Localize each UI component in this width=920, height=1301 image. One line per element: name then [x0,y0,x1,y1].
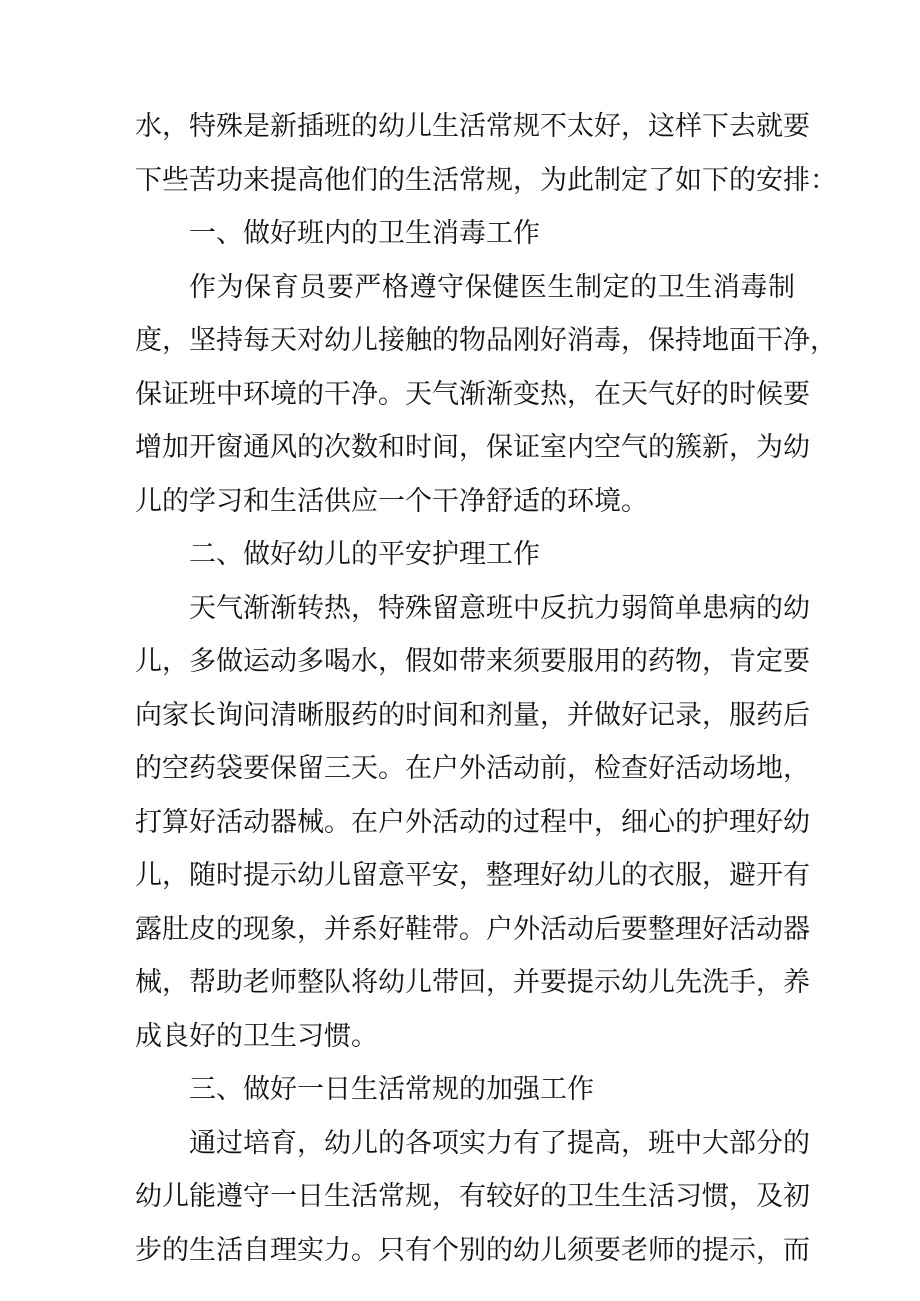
text-line: 作为保育员要严格遵守保健医生制定的卫生消毒制 [189,271,795,303]
text-line: 打算好活动器械。在户外活动的过程中，细心的护理好幼 [135,806,810,838]
document-body [135,100,837,1277]
text-line: 增加开窗通风的次数和时间，保证室内空气的簇新，为幼 [135,432,810,463]
section-heading: 二、做好幼儿的平安护理工作 [189,539,540,570]
text-line: 度，坚持每天对幼儿接触的物品刚好消毒，保持地面干净， [135,325,837,356]
text-line: 儿，随时提示幼儿留意平安，整理好幼儿的衣服，避开有 [135,860,810,891]
text-line: 步的生活自理实力。只有个别的幼儿须要老师的提示，而 [135,1234,810,1266]
text-line: 成良好的卫生习惯。 [135,1020,378,1052]
text-line: 下些苦功来提高他们的生活常规，为此制定了如下的安排： [135,164,837,196]
text-line: 幼儿能遵守一日生活常规，有较好的卫生生活习惯，及初 [135,1181,810,1212]
text-line: 露肚皮的现象，并系好鞋带。户外活动后要整理好活动器 [135,913,810,945]
text-line: 的空药袋要保留三天。在户外活动前，检查好活动场地， [135,753,810,784]
text-line: 械，帮助老师整队将幼儿带回，并要提示幼儿先洗手，养 [135,967,810,998]
text-line: 水，特殊是新插班的幼儿生活常规不太好，这样下去就要 [135,111,810,142]
text-line: 通过培育，幼儿的各项实力有了提高，班中大部分的 [189,1127,810,1159]
text-line: 向家长询问清晰服药的时间和剂量，并做好记录，服药后 [135,699,810,731]
text-line: 儿的学习和生活供应一个干净舒适的环境。 [135,485,648,517]
section-heading: 三、做好一日生活常规的加强工作 [189,1074,594,1105]
text-line: 天气渐渐转热，特殊留意班中反抗力弱简单患病的幼 [189,592,810,624]
text-line: 儿，多做运动多喝水，假如带来须要服用的药物，肯定要 [135,646,810,677]
text-line: 保证班中环境的干净。天气渐渐变热，在天气好的时候要 [135,378,810,410]
section-heading: 一、做好班内的卫生消毒工作 [189,218,540,249]
